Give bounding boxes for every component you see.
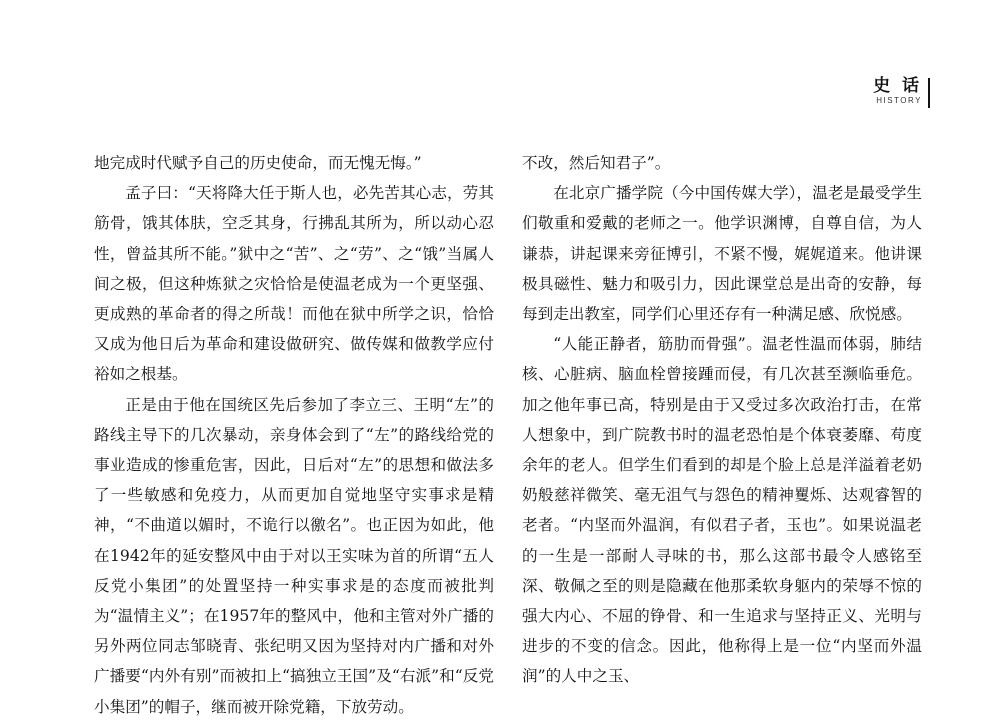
- section-subtitle: HISTORY: [876, 96, 922, 105]
- section-title: 史 话: [873, 76, 922, 96]
- right-column: [522, 148, 922, 692]
- paragraph: 地完成时代赋予自己的历史使命，而无愧无悔。”: [94, 154, 422, 172]
- paragraph: 不改，然后知君子”。: [522, 154, 671, 172]
- paragraph: 孟子曰：“天将降大任于斯人也，必先苦其心志，劳其筋骨，饿其体肤，空乏其身，行拂乱其所为，所以动心忍性，曾益其所不能。”狱中之“苦”、之“劳”、之“饿”当属人间之极，但这种炼狱之灾恰恰是使温老成为一个更坚强、更成熟的革命者的得之所哉！而他在狱中所学之识，恰恰又成为他日后为革命和建设做研究、做传媒和做教学应付裕如之根基。: [94, 184, 494, 384]
- paragraph: 正是由于他在国统区先后参加了李立三、王明“左”的路线主导下的几次暴动，亲身体会到了“左”的路线给党的事业造成的惨重危害，因此，日后对“左”的思想和做法多了一些敏感和免疫力，从而更加自觉地坚守实事求是精神，“不曲道以媚时，不诡行以徼名”。也正因为如此，他在1942年的延安整风中由于对以王实味为首的所谓“五人反党小集团”的处置坚持一种实事求是的态度而被批判为“温情主义”；在1957年的整风中，他和主管对外广播的另外两位同志邹晓青、张纪明又因为坚持对内广播和对外广播要“内外有别”而被扣上“搞独立王国”及“右派”和“反党小集团”的帽子，继而被开除党籍，下放劳动。: [94, 395, 494, 716]
- running-header: [873, 76, 922, 106]
- paragraph: 在北京广播学院（今中国传媒大学），温老是最受学生们敬重和爱戴的老师之一。他学识渊博，自尊自信，为人谦恭，讲起课来旁征博引，不紧不慢，娓娓道来。他讲课极具磁性、魅力和吸引力，因此课堂总是出奇的安静，每每到走出教室，同学们心里还存有一种满足感、欣悦感。: [522, 184, 922, 324]
- paragraph: “人能正静者，筋肋而骨强”。温老性温而体弱，肺结核、心脏病、脑血栓曾接踵而侵，有几次甚至濒临垂危。加之他年事已高，特别是由于又受过多次政治打击，在常人想象中，到广院教书时的温老恐怕是个体衰萎靡、苟度余年的老人。但学生们看到的却是个脸上总是洋溢着老奶奶般慈祥微笑、毫无沮气与怨色的精神矍烁、达观睿智的老者。“内坚而外温润，有似君子者，玉也”。如果说温老的一生是一部耐人寻味的书，那么这部书最令人感铭至深、敬佩之至的则是隐藏在他那柔软身躯内的荣辱不惊的强大内心、不屈的铮骨、和一生追求与坚持正义、光明与进步的不变的信念。因此，他称得上是一位“内坚而外温润”的人中之玉、: [522, 335, 922, 686]
- left-column: [94, 148, 494, 722]
- header-divider: [928, 78, 930, 108]
